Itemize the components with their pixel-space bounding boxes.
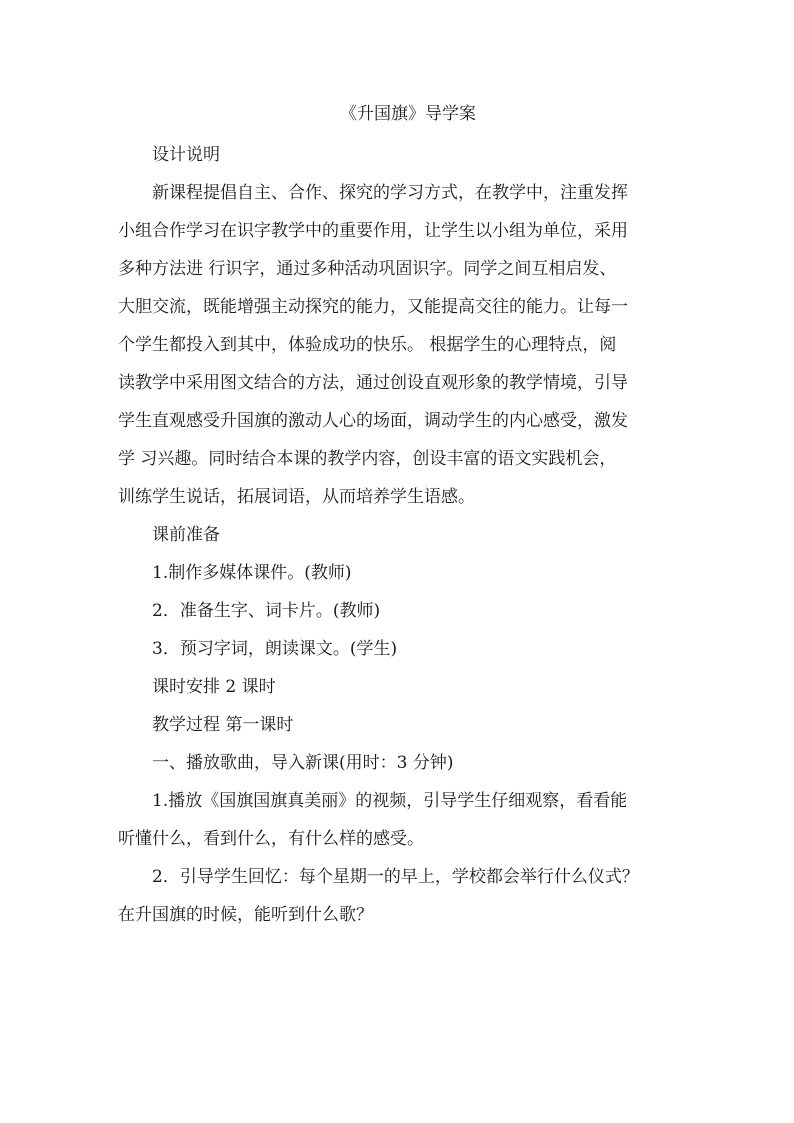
paragraph-line: 学 习兴趣。同时结合本课的教学内容，创设丰富的语文实践机会， [118, 449, 617, 469]
document-title: 《升国旗》导学案 [340, 104, 476, 124]
paragraph-line: 1.播放《国旗国旗真美丽》的视频，引导学生仔细观察，看看能 [152, 791, 628, 811]
step1-heading: 一、播放歌曲，导入新课(用时：3 分钟) [152, 753, 454, 773]
paragraph-line: 在升国旗的时候，能听到什么歌？ [118, 905, 373, 925]
design-heading: 设计说明 [152, 145, 220, 165]
paragraph-line: 听懂什么，看到什么，有什么样的感受。 [118, 829, 424, 849]
paragraph-line: 2．引导学生回忆：每个星期一的早上，学校都会举行什么仪式？ [152, 867, 639, 887]
paragraph-line: 小组合作学习在识字教学中的重要作用，让学生以小组为单位，采用 [118, 221, 628, 241]
prep-heading: 课前准备 [152, 525, 220, 545]
schedule-text: 课时安排 2 课时 [152, 677, 276, 697]
process-heading: 教学过程 第一课时 [152, 715, 294, 735]
paragraph-line: 读教学中采用图文结合的方法，通过创设直观形象的教学情境，引导 [118, 373, 628, 393]
paragraph-line: 大胆交流，既能增强主动探究的能力，又能提高交往的能力。让每一 [118, 297, 628, 317]
document-content [118, 100, 678, 934]
prep-item: 3．预习字词，朗读课文。(学生) [152, 639, 398, 659]
step1-item1 [118, 782, 678, 858]
design-paragraph [118, 174, 678, 516]
step1-item2 [118, 858, 678, 934]
prep-item: 1.制作多媒体课件。(教师) [152, 563, 352, 583]
paragraph-line: 新课程提倡自主、合作、探究的学习方式，在教学中，注重发挥 [152, 183, 628, 203]
paragraph-line: 学生直观感受升国旗的激动人心的场面，调动学生的内心感受，激发 [118, 411, 628, 431]
paragraph-line: 训练学生说话，拓展词语，从而培养学生语感。 [118, 487, 475, 507]
prep-item: 2．准备生字、词卡片。(教师) [152, 601, 381, 621]
paragraph-line: 个学生都投入到其中，体验成功的快乐。 根据学生的心理特点，阅 [118, 335, 617, 355]
paragraph-line: 多种方法进 行识字，通过多种活动巩固识字。同学之间互相启发、 [118, 259, 617, 279]
